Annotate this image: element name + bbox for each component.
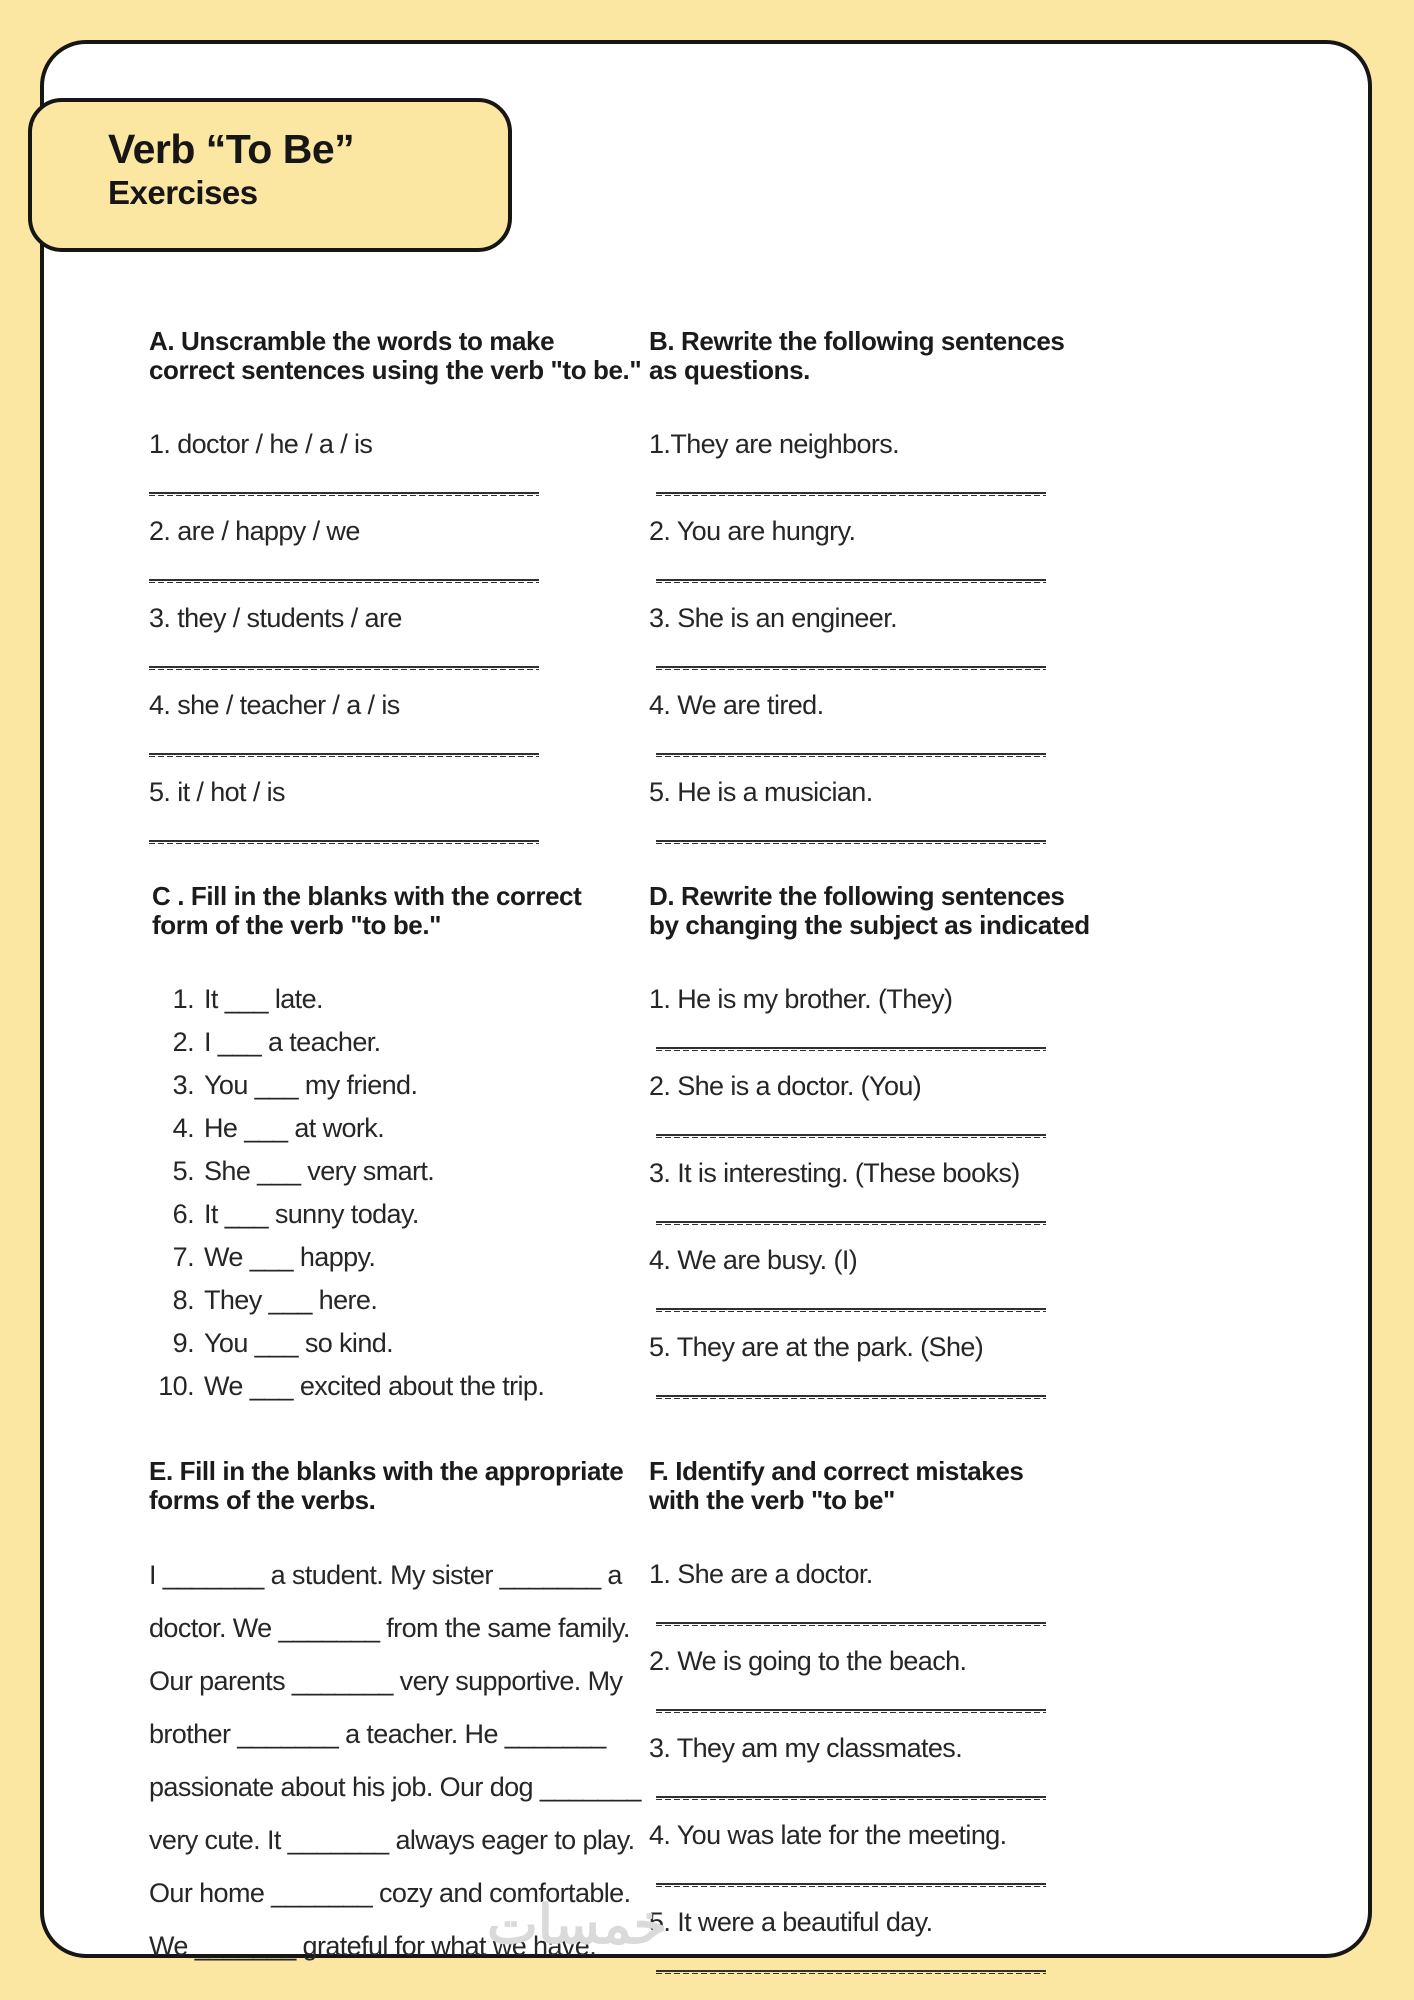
fill-in-item [152, 1236, 584, 1279]
exercise-item-text: 3. It is interesting. (These books) [649, 1158, 1020, 1188]
section-title-line: D. Rewrite the following sentences [649, 881, 1065, 911]
worksheet-subtitle: Exercises [108, 174, 258, 211]
exercise-item [149, 603, 581, 670]
exercise-item [149, 516, 581, 583]
section-f-title [649, 1457, 1093, 1515]
answer-blank-line [656, 1709, 1046, 1713]
answer-blank-line [656, 1221, 1046, 1225]
exercise-item-text: 1. doctor / he / a / is [149, 429, 373, 459]
fill-in-item-text: He ___ at work. [204, 1113, 385, 1143]
fill-in-item-number: 5. [172, 1156, 194, 1186]
exercise-item [649, 429, 1081, 496]
section-e-title [149, 1456, 624, 1515]
fill-in-item [152, 1150, 584, 1193]
answer-blank-line [656, 753, 1046, 757]
exercise-item [649, 984, 1093, 1051]
section-title-line: form of the verb "to be." [152, 910, 442, 940]
exercise-item [649, 1733, 1093, 1800]
fill-in-item-number: 6. [172, 1199, 194, 1229]
fill-in-item [152, 1365, 584, 1408]
exercise-item-text: 5. They are at the park. (She) [649, 1332, 984, 1362]
fill-in-item-text: It ___ sunny today. [204, 1199, 419, 1229]
answer-blank-line [656, 666, 1046, 670]
exercise-item [649, 1332, 1093, 1399]
worksheet-title: Verb “To Be” [108, 126, 355, 172]
exercise-item [649, 690, 1081, 757]
section-title-line: A. Unscramble the words to make [149, 326, 555, 356]
fill-in-item-number: 9. [172, 1328, 194, 1358]
section-b-title [649, 327, 1081, 385]
fill-in-item [152, 1322, 584, 1365]
fill-in-item-text: I ___ a teacher. [204, 1027, 381, 1057]
section-f-items [649, 1559, 1093, 1974]
section-title-line: C . Fill in the blanks with the correct [152, 881, 582, 911]
fill-in-item [152, 1021, 584, 1064]
section-a-items [149, 429, 581, 844]
section-title-line: forms of the verbs. [149, 1485, 376, 1515]
exercise-item-text: 1.They are neighbors. [649, 429, 900, 459]
section-f [649, 1457, 1093, 1994]
fill-in-item [152, 978, 584, 1021]
section-title-line: by changing the subject as indicated [649, 910, 1090, 940]
section-c [152, 882, 584, 1408]
exercise-item-text: 1. He is my brother. (They) [649, 984, 953, 1014]
exercise-item [649, 1158, 1093, 1225]
fill-in-item-number: 8. [172, 1285, 194, 1315]
paragraph-line: Our home _______ cozy and comfortable. [149, 1878, 631, 1908]
section-title-line: F. Identify and correct mistakes [649, 1456, 1024, 1486]
exercise-item-text: 5. He is a musician. [649, 777, 873, 807]
fill-in-item-text: We ___ happy. [204, 1242, 376, 1272]
section-d [649, 882, 1093, 1419]
fill-in-item-text: You ___ so kind. [204, 1328, 394, 1358]
exercise-item-text: 3. She is an engineer. [649, 603, 897, 633]
fill-in-item [152, 1107, 584, 1150]
section-d-items [649, 984, 1093, 1399]
answer-blank-line [149, 666, 539, 670]
exercise-item-text: 2. She is a doctor. (You) [649, 1071, 922, 1101]
section-title-line: with the verb "to be" [649, 1485, 895, 1515]
answer-blank-line [149, 579, 539, 583]
fill-in-item-number: 1. [172, 984, 194, 1014]
fill-in-item [152, 1279, 584, 1322]
exercise-item [649, 1646, 1093, 1713]
section-c-title [152, 882, 584, 940]
fill-in-item [152, 1064, 584, 1107]
paragraph-line: doctor. We _______ from the same family. [149, 1613, 630, 1643]
exercise-item [649, 777, 1081, 844]
exercise-item [649, 1071, 1093, 1138]
fill-in-item-number: 4. [172, 1113, 194, 1143]
answer-blank-line [656, 1883, 1046, 1887]
exercise-item [649, 516, 1081, 583]
answer-blank-line [656, 1970, 1046, 1974]
title-badge [28, 98, 512, 252]
exercise-item [649, 1245, 1093, 1312]
section-title-line: B. Rewrite the following sentences [649, 326, 1065, 356]
section-a [149, 326, 642, 864]
fill-in-item-text: We ___ excited about the trip. [204, 1371, 545, 1401]
exercise-item [649, 1820, 1093, 1887]
answer-blank-line [149, 753, 539, 757]
exercise-item-text: 2. You are hungry. [649, 516, 856, 546]
exercise-item-text: 2. We is going to the beach. [649, 1646, 967, 1676]
paragraph-line: Our parents _______ very supportive. My [149, 1666, 623, 1696]
worksheet-card [40, 40, 1372, 1961]
section-title-line: correct sentences using the verb "to be." [149, 355, 642, 385]
fill-in-item-number: 3. [172, 1070, 194, 1100]
exercise-item-text: 4. You was late for the meeting. [649, 1820, 1007, 1850]
exercise-item-text: 2. are / happy / we [149, 516, 360, 546]
answer-blank-line [656, 1395, 1046, 1399]
fill-in-item [152, 1193, 584, 1236]
exercise-item [649, 1559, 1093, 1626]
exercise-item-text: 5. It were a beautiful day. [649, 1907, 933, 1937]
exercise-item [649, 603, 1081, 670]
exercise-item [649, 1907, 1093, 1974]
section-a-title [149, 326, 642, 385]
fill-in-item-text: They ___ here. [204, 1285, 378, 1315]
watermark-text: خمسات [487, 1895, 668, 1955]
section-c-items [152, 978, 584, 1408]
exercise-item-text: 5. it / hot / is [149, 777, 285, 807]
answer-blank-line [656, 1047, 1046, 1051]
paragraph-line: very cute. It _______ always eager to play. [149, 1825, 635, 1855]
exercise-item-text: 4. We are busy. (I) [649, 1245, 858, 1275]
fill-in-item-number: 10. [158, 1371, 194, 1401]
answer-blank-line [656, 1134, 1046, 1138]
section-d-title [649, 882, 1093, 940]
exercise-item [149, 429, 581, 496]
fill-in-item-text: You ___ my friend. [204, 1070, 418, 1100]
paragraph-line: passionate about his job. Our dog _______ [149, 1772, 641, 1802]
answer-blank-line [656, 1622, 1046, 1626]
fill-in-item-text: She ___ very smart. [204, 1156, 435, 1186]
answer-blank-line [656, 1796, 1046, 1800]
answer-blank-line [656, 1308, 1046, 1312]
answer-blank-line [149, 492, 539, 496]
paragraph-line: brother _______ a teacher. He _______ [149, 1719, 606, 1749]
section-title-line: as questions. [649, 355, 810, 385]
fill-in-item-number: 2. [172, 1027, 194, 1057]
paragraph-line: We _______ grateful for what we have. [149, 1931, 597, 1961]
section-title-line: E. Fill in the blanks with the appropriate [149, 1456, 624, 1486]
section-b-items [649, 429, 1081, 844]
exercise-item [149, 690, 581, 757]
exercise-item-text: 3. they / students / are [149, 603, 402, 633]
section-b [649, 327, 1081, 864]
answer-blank-line [656, 579, 1046, 583]
answer-blank-line [149, 840, 539, 844]
answer-blank-line [656, 492, 1046, 496]
exercise-item [149, 777, 581, 844]
exercise-item-text: 4. We are tired. [649, 690, 824, 720]
exercise-item-text: 3. They am my classmates. [649, 1733, 963, 1763]
answer-blank-line [656, 840, 1046, 844]
paragraph-line: I _______ a student. My sister _______ a [149, 1560, 622, 1590]
fill-in-item-number: 7. [172, 1242, 194, 1272]
exercise-item-text: 4. she / teacher / a / is [149, 690, 400, 720]
fill-in-item-text: It ___ late. [204, 984, 323, 1014]
exercise-item-text: 1. She are a doctor. [649, 1559, 873, 1589]
